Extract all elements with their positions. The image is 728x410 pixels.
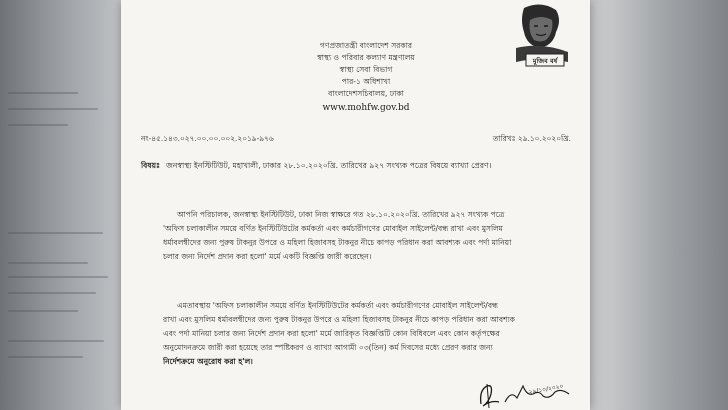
letterhead (271, 40, 461, 114)
seal-label: মুজিব বর্ষ (532, 57, 558, 65)
subject-line (141, 160, 581, 173)
paragraph-2-line: অনুমোদনক্রমে জারী করা হয়েছে তার স্পষ্টিকরণ ও ব্যাখ্যা আগামী ০৩(তিন) কর্ম দিবসের মধ্যে প্রেরণ করার জন্য (163, 343, 493, 352)
letterhead-line-5: বাংলাদেশসচিবালয়, ঢাকা (328, 89, 404, 98)
ministry-website-link[interactable]: www.mohfw.gov.bd (322, 103, 410, 113)
paragraph-2-line: এবং পর্দা মানিয়া চলার জন্য নির্দেশ প্রদান করা হলো' মর্মে জারিকৃত বিজ্ঞপ্তিটি কোন বিধিবলে এবং কোন কর্তৃপক্ষের (163, 329, 500, 338)
paragraph-1-line: আপনি পরিচালক, জনস্বাস্থ্য ইনস্টিটিউট, ঢাকা নিজ স্বাক্ষরে গত ২৮.১০.২০২০খ্রি. তারিখের ৯২৭ সংখ্যক পত্রে (177, 210, 505, 219)
signature-date: ২৯/১০/২০২০ (528, 382, 565, 396)
letterhead-line-4: পার-১ অধিশাখা (341, 77, 391, 86)
letterhead-line-3: স্বাস্থ্য সেবা বিভাগ (339, 65, 393, 74)
background-blurred-text (0, 0, 120, 410)
subject-label: বিষয়ঃ (141, 161, 161, 170)
paragraph-2-closing-line: নির্দেশক্রমে অনুরোধ করা হ'ল। (163, 357, 253, 366)
paragraph-2-line: রাখা এবং মুসলিম ধর্মাবলম্বীদের জন্য পুরুষ টাকনুর উপরে ও মহিলা হিজাবসহ টাকনুর নীচে কাপড় পরিধান করা আবশ্যক (163, 315, 515, 324)
letterhead-line-2: স্বাস্থ্য ও পরিবার কল্যাণ মন্ত্রণালয় (317, 53, 415, 62)
letterhead-line-1: গণপ্রজাতন্ত্রী বাংলাদেশ সরকার (319, 41, 413, 50)
letter-date: তারিখঃ ২৯.১০.২০২০খ্রি. (492, 134, 571, 143)
paragraph-1-line: চলার জন্য নির্দেশ প্রদান করা হলো' মর্মে একটি বিজ্ঞপ্তি জারী করেছেন। (163, 252, 372, 261)
paragraph-1-line: 'অফিস চলাকালীন সময়ে বর্ণিত ইনস্টিটিউটের কর্মকর্তা এবং কর্মচারীগণের মোবাইল সাইলেন্ট/বন্ধ রাখা এবং মুসলিম (163, 224, 503, 233)
handwritten-signature-icon (477, 380, 577, 410)
body-paragraph-1 (163, 208, 565, 264)
memo-number: নং-৪৫.১৪৩.০২৭.০০.০০.০০২.২০১৯-৯৭৬ (141, 134, 274, 143)
body-paragraph-2 (163, 299, 565, 369)
mujib-borsho-seal-icon (510, 2, 572, 70)
paragraph-1-line: ধর্মাবলম্বীদের জন্য পুরুষ টাকনুর উপরে ও মহিলা হিজাবসহ টাকনুর নীচে কাপড় পরিধান করা আবশ্যক এবং পর্দা মানিয়া (163, 238, 512, 247)
paragraph-2-line: এমতাবস্থায় 'অফিস চলাকালীন সময়ে বর্ণিত ইনস্টিটিউটের কর্মকর্তা এবং কর্মচারীগণের মোবাইল সাইলেন্ট/বন্ধ (177, 301, 498, 310)
subject-text: জনস্বাস্থ্য ইনস্টিটিউট, মহাখালী, ঢাকার ২৮.১০.২০২০খ্রি. তারিখের ৯২৭ সংখ্যক পত্রের বিষয়ে ব্যাখ্যা প্রেরণ। (166, 161, 492, 170)
official-letter-page (121, 0, 590, 410)
